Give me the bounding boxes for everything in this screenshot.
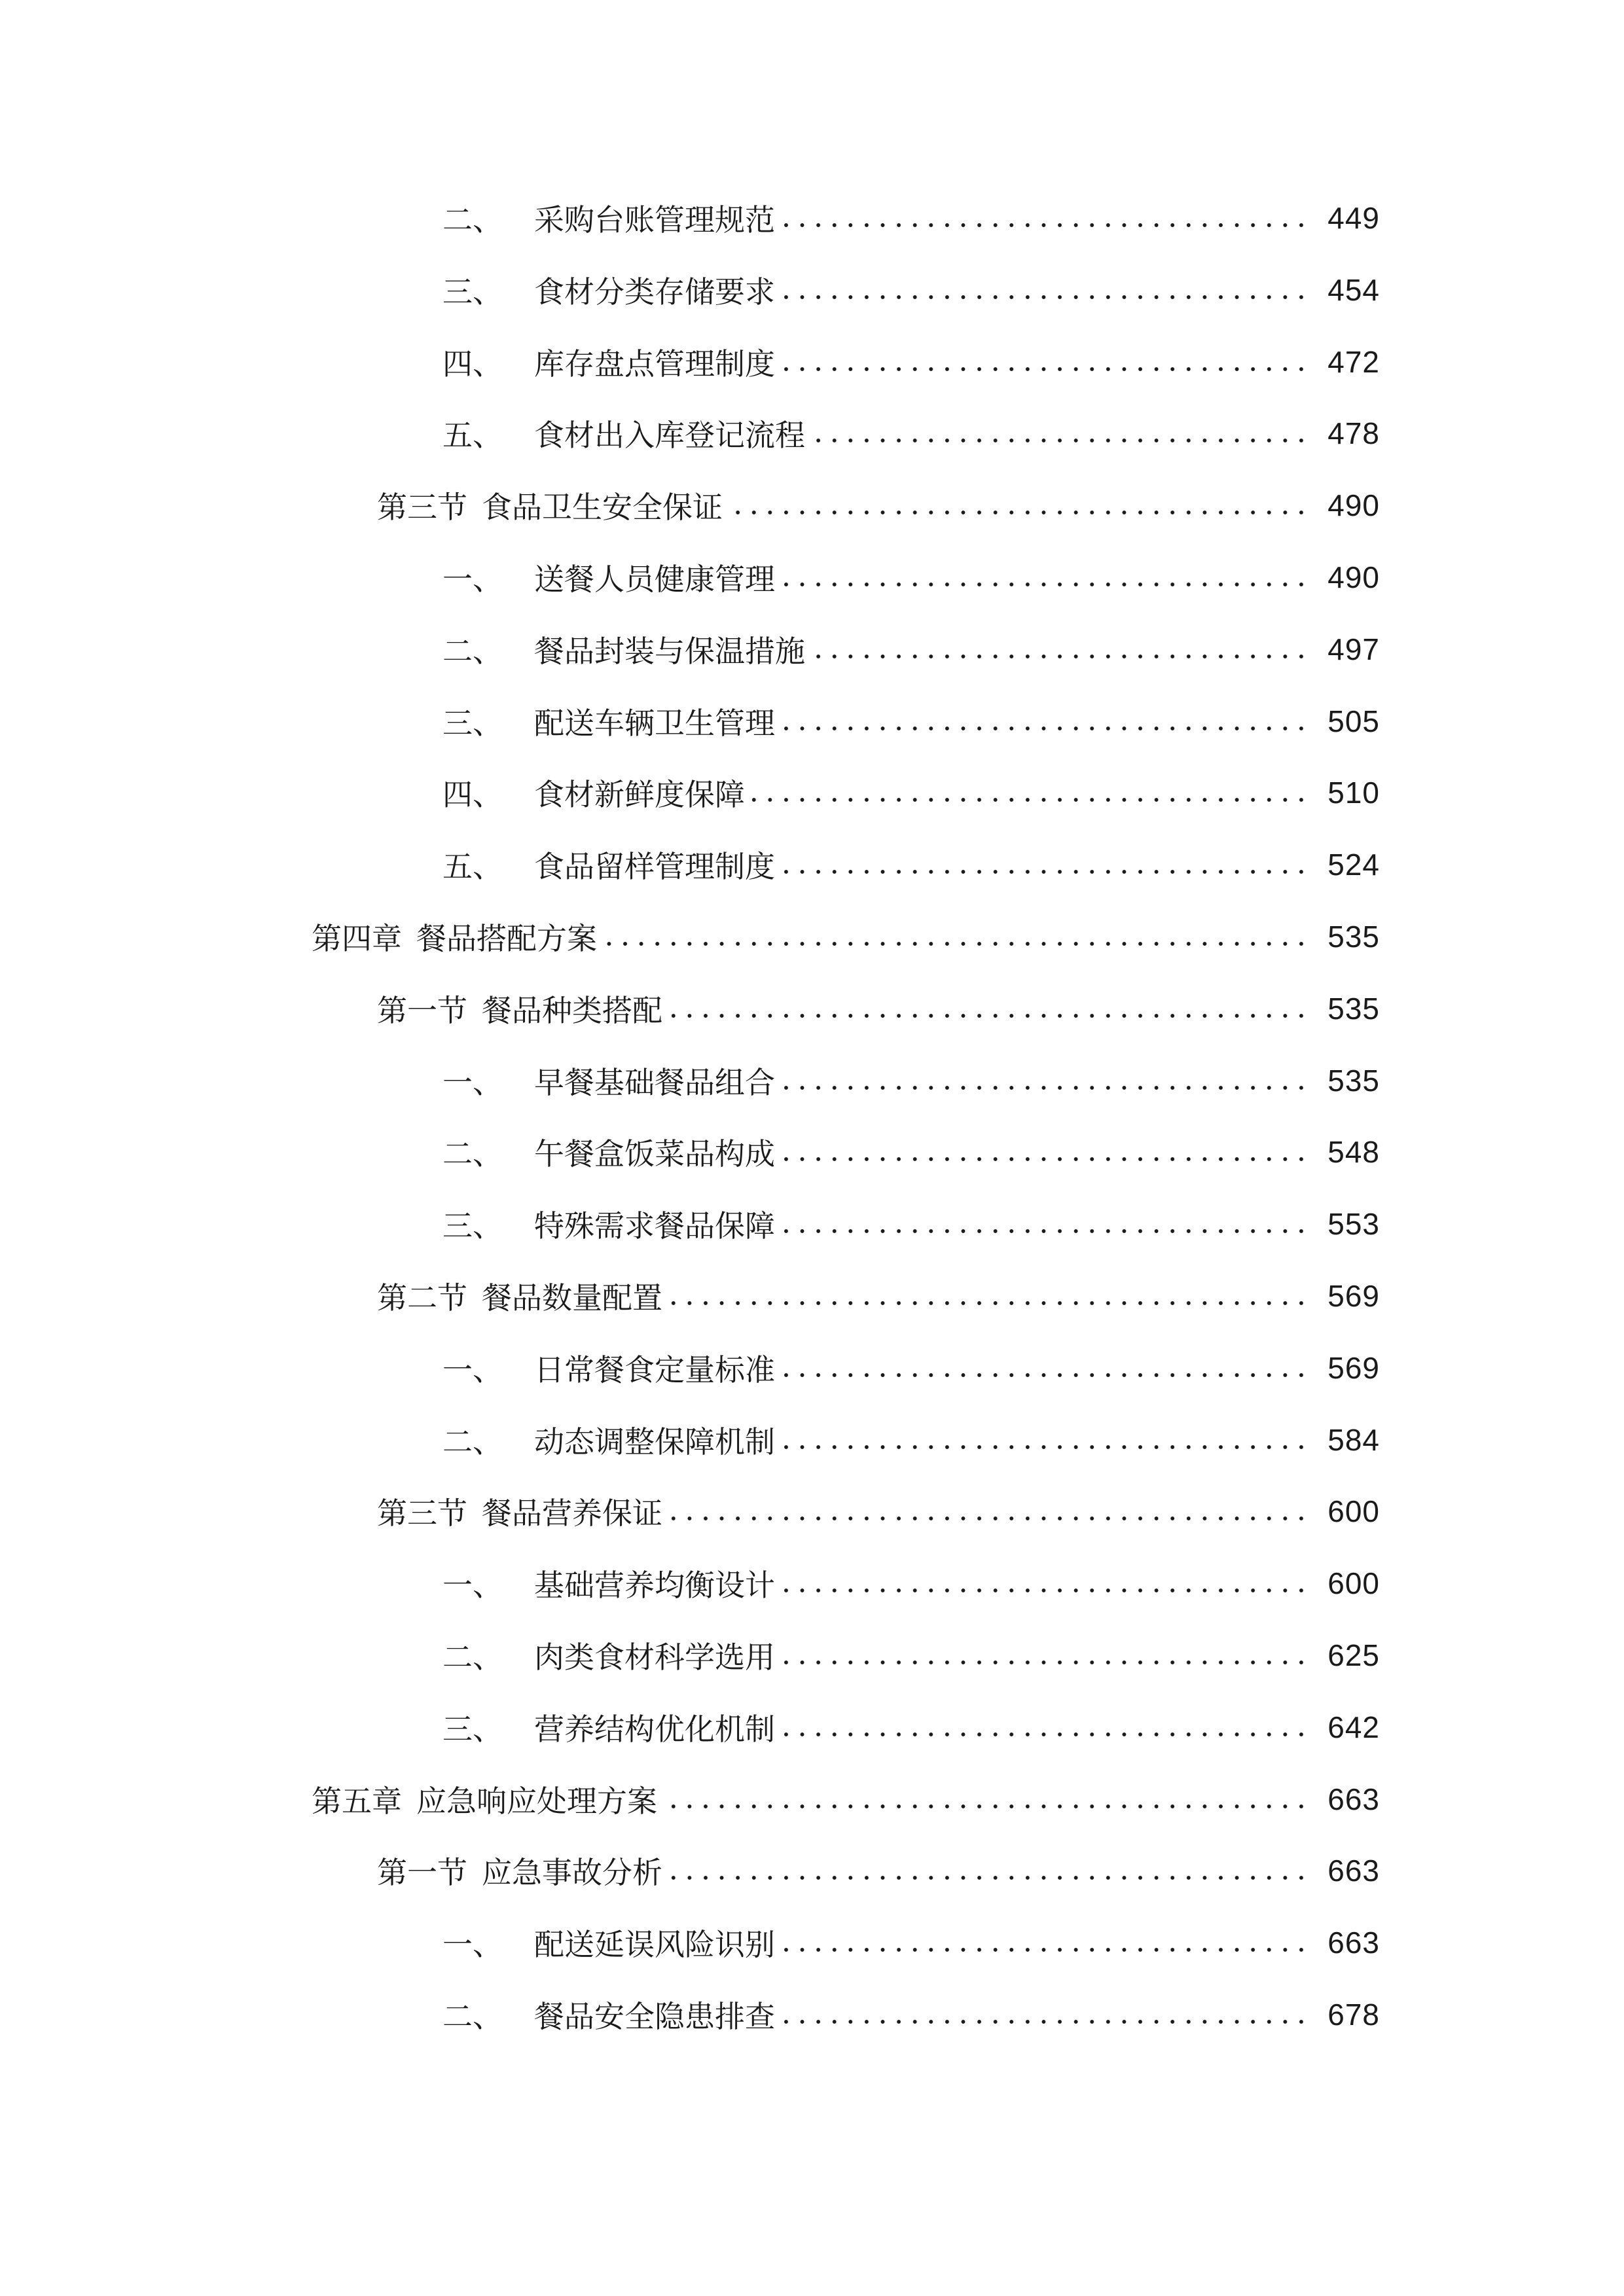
entry-number: 四、 xyxy=(442,777,503,812)
entry-title: 食品留样管理制度 xyxy=(534,849,775,884)
entry-number: 三、 xyxy=(442,1208,503,1244)
entry-title: 餐品种类搭配 xyxy=(482,993,662,1028)
entry-title: 餐品数量配置 xyxy=(482,1280,662,1316)
dot-leader xyxy=(729,509,1309,516)
entry-title: 应急响应处理方案 xyxy=(416,1784,657,1819)
entry-number: 第一节 xyxy=(377,993,467,1028)
toc-entry-section[interactable] xyxy=(377,984,1380,1033)
entry-number: 第三节 xyxy=(377,490,467,525)
toc-entry-item[interactable] xyxy=(442,1056,1380,1105)
entry-title: 午餐盒饭菜品构成 xyxy=(534,1136,775,1172)
entry-title: 配送车辆卫生管理 xyxy=(534,706,775,741)
dot-leader xyxy=(812,437,1309,444)
dot-leader xyxy=(669,1299,1309,1307)
toc-entry-item[interactable] xyxy=(442,840,1380,889)
entry-page-number: 510 xyxy=(1327,776,1380,810)
dot-leader xyxy=(782,581,1309,588)
entry-number: 二、 xyxy=(442,1640,503,1675)
entry-title: 餐品封装与保温措施 xyxy=(534,634,805,669)
entry-number: 第二节 xyxy=(377,1280,467,1316)
toc-entry-item[interactable] xyxy=(442,1127,1380,1177)
toc-entry-item[interactable] xyxy=(442,265,1380,315)
entry-title: 肉类食材科学选用 xyxy=(534,1640,775,1675)
dot-leader xyxy=(782,365,1309,373)
entry-page-number: 535 xyxy=(1327,992,1380,1026)
entry-page-number: 678 xyxy=(1327,1998,1380,2032)
entry-title: 食品卫生安全保证 xyxy=(482,490,723,525)
entry-page-number: 569 xyxy=(1327,1351,1380,1385)
entry-page-number: 490 xyxy=(1327,488,1380,522)
entry-page-number: 642 xyxy=(1327,1710,1380,1744)
entry-number: 一、 xyxy=(442,1927,503,1962)
toc-entry-item[interactable] xyxy=(442,1630,1380,1680)
dot-leader xyxy=(782,868,1309,876)
toc-entry-item[interactable] xyxy=(442,408,1380,458)
entry-page-number: 548 xyxy=(1327,1135,1380,1169)
entry-number: 第四章 xyxy=(312,921,402,956)
toc-entry-section[interactable] xyxy=(377,480,1380,530)
entry-number: 一、 xyxy=(442,1065,503,1100)
toc-entry-item[interactable] xyxy=(442,337,1380,387)
entry-number: 一、 xyxy=(442,1352,503,1388)
toc-entry-chapter[interactable] xyxy=(312,1774,1380,1824)
entry-number: 二、 xyxy=(442,202,503,238)
entry-number: 第三节 xyxy=(377,1496,467,1531)
dot-leader xyxy=(812,653,1309,660)
dot-leader xyxy=(782,1443,1309,1451)
dot-leader xyxy=(782,1587,1309,1594)
entry-title: 动态调整保障机制 xyxy=(534,1424,775,1460)
entry-page-number: 478 xyxy=(1327,416,1380,450)
entry-number: 四、 xyxy=(442,346,503,382)
dot-leader xyxy=(669,1515,1309,1522)
entry-page-number: 663 xyxy=(1327,1854,1380,1888)
dot-leader xyxy=(669,1012,1309,1020)
toc-entry-item[interactable] xyxy=(442,1558,1380,1608)
toc-entry-item[interactable] xyxy=(442,1343,1380,1393)
toc-entry-item[interactable] xyxy=(442,1918,1380,1967)
dot-leader xyxy=(782,1371,1309,1379)
entry-number: 五、 xyxy=(442,418,503,453)
toc-entry-item[interactable] xyxy=(442,1990,1380,2039)
toc-entry-chapter[interactable] xyxy=(312,912,1380,961)
entry-title: 特殊需求餐品保障 xyxy=(534,1208,775,1244)
dot-leader xyxy=(782,293,1309,301)
entry-page-number: 535 xyxy=(1327,1064,1380,1098)
toc-entry-item[interactable] xyxy=(442,552,1380,602)
entry-number: 五、 xyxy=(442,849,503,884)
entry-title: 食材出入库登记流程 xyxy=(534,418,805,453)
entry-page-number: 625 xyxy=(1327,1638,1380,1672)
dot-leader xyxy=(782,1084,1309,1092)
entry-page-number: 553 xyxy=(1327,1207,1380,1241)
entry-number: 一、 xyxy=(442,1568,503,1603)
entry-title: 餐品安全隐患排查 xyxy=(534,1999,775,2034)
entry-title: 餐品营养保证 xyxy=(482,1496,662,1531)
toc-entry-section[interactable] xyxy=(377,1486,1380,1536)
dot-leader xyxy=(664,1803,1309,1810)
entry-number: 三、 xyxy=(442,706,503,741)
toc-entry-item[interactable] xyxy=(442,193,1380,243)
entry-title: 餐品搭配方案 xyxy=(416,921,597,956)
dot-leader xyxy=(782,1227,1309,1235)
entry-page-number: 569 xyxy=(1327,1279,1380,1313)
entry-title: 基础营养均衡设计 xyxy=(534,1568,775,1603)
entry-title: 应急事故分析 xyxy=(482,1855,662,1890)
toc-entry-item[interactable] xyxy=(442,624,1380,674)
dot-leader xyxy=(782,1155,1309,1163)
dot-leader xyxy=(782,1659,1309,1666)
dot-leader xyxy=(751,796,1309,804)
entry-page-number: 505 xyxy=(1327,704,1380,738)
entry-number: 第五章 xyxy=(312,1784,402,1819)
toc-entry-item[interactable] xyxy=(442,1702,1380,1752)
entry-title: 早餐基础餐品组合 xyxy=(534,1065,775,1100)
toc-entry-item[interactable] xyxy=(442,1415,1380,1465)
entry-title: 采购台账管理规范 xyxy=(534,202,775,238)
toc-entry-item[interactable] xyxy=(442,768,1380,817)
dot-leader xyxy=(782,1946,1309,1954)
dot-leader xyxy=(604,940,1309,948)
entry-title: 食材分类存储要求 xyxy=(534,274,775,310)
toc-entry-item[interactable] xyxy=(442,696,1380,746)
entry-number: 一、 xyxy=(442,562,503,597)
entry-title: 营养结构优化机制 xyxy=(534,1712,775,1747)
entry-page-number: 497 xyxy=(1327,632,1380,666)
entry-page-number: 449 xyxy=(1327,201,1380,235)
entry-title: 送餐人员健康管理 xyxy=(534,562,775,597)
dot-leader xyxy=(782,2018,1309,2026)
dot-leader xyxy=(782,221,1309,229)
entry-title: 库存盘点管理制度 xyxy=(534,346,775,382)
entry-title: 配送延误风险识别 xyxy=(534,1927,775,1962)
entry-number: 三、 xyxy=(442,274,503,310)
dot-leader xyxy=(782,1731,1309,1738)
dot-leader xyxy=(782,725,1309,732)
toc-entry-item[interactable] xyxy=(442,1199,1380,1249)
entry-page-number: 524 xyxy=(1327,848,1380,882)
entry-number: 二、 xyxy=(442,1424,503,1460)
entry-page-number: 472 xyxy=(1327,345,1380,379)
entry-number: 第一节 xyxy=(377,1855,467,1890)
entry-number: 二、 xyxy=(442,1999,503,2034)
entry-page-number: 600 xyxy=(1327,1494,1380,1528)
dot-leader xyxy=(669,1874,1309,1882)
entry-number: 三、 xyxy=(442,1712,503,1747)
entry-page-number: 535 xyxy=(1327,920,1380,954)
entry-page-number: 663 xyxy=(1327,1782,1380,1816)
entry-page-number: 490 xyxy=(1327,560,1380,594)
entry-number: 二、 xyxy=(442,1136,503,1172)
entry-number: 二、 xyxy=(442,634,503,669)
entry-page-number: 454 xyxy=(1327,273,1380,307)
entry-page-number: 663 xyxy=(1327,1926,1380,1960)
entry-page-number: 600 xyxy=(1327,1566,1380,1600)
entry-title: 食材新鲜度保障 xyxy=(534,777,745,812)
entry-title: 日常餐食定量标准 xyxy=(534,1352,775,1388)
entry-page-number: 584 xyxy=(1327,1423,1380,1457)
toc-entry-section[interactable] xyxy=(377,1271,1380,1321)
toc-entry-section[interactable] xyxy=(377,1846,1380,1895)
